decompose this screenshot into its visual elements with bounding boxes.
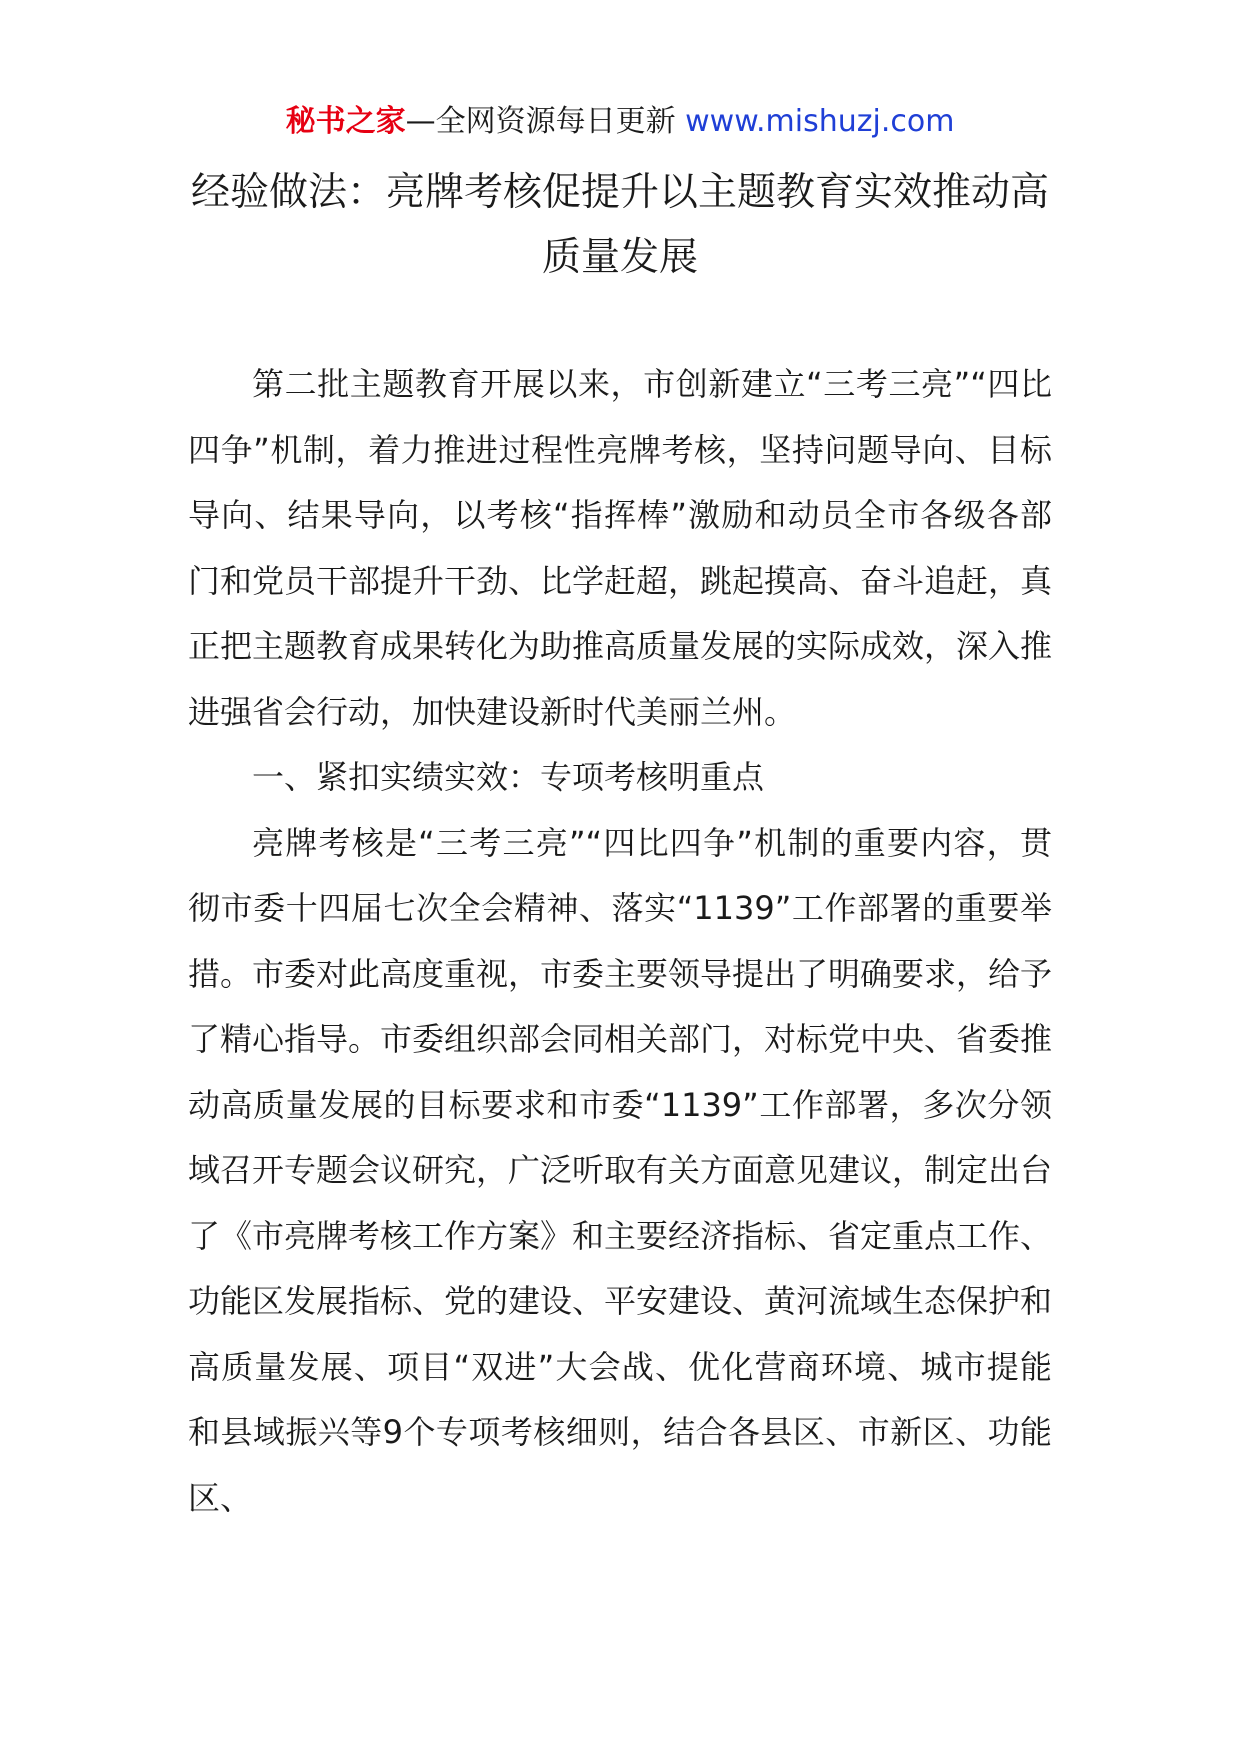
site-url-link[interactable]: www.mishuzj.com [685, 104, 955, 139]
intro-paragraph: 第二批主题教育开展以来，市创新建立“三考三亮”“四比四争”机制，着力推进过程性亮牌考核，坚持问题导向、目标导向、结果导向，以考核“指挥棒”激励和动员全市各级各部门和党员干部提升干劲、比学赶超，跳起摸高、奋斗追赶，真正把主题教育成果转化为助推高质量发展的实际成效，深入推进强省会行动，加快建设新时代美丽兰州。 [188, 365, 1053, 731]
document-title: 经验做法：亮牌考核促提升以主题教育实效推动高质量发展 [190, 170, 1049, 280]
section-heading: 一、紧扣实绩实效：专项考核明重点 [252, 758, 765, 796]
section-paragraph: 亮牌考核是“三考三亮”“四比四争”机制的重要内容，贯彻市委十四届七次全会精神、落实“1139”工作部署的重要举措。市委对此高度重视，市委主要领导提出了明确要求，给予了精心指导。市委组织部会同相关部门，对标党中央、省委推动高质量发展的目标要求和市委“1139”工作部署，多次分领域召开专题会议研究，广泛听取有关方面意见建议，制定出台了《市亮牌考核工作方案》和主要经济指标、省定重点工作、功能区发展指标、党的建设、平安建设、黄河流域生态保护和高质量发展、项目“双进”大会战、优化营商环境、城市提能和县域振兴等9个专项考核细则，结合各县区、市新区、功能区、 [188, 823, 1053, 1517]
brand-name: 秘书之家 [285, 104, 406, 139]
site-header [0, 102, 1240, 142]
document-body [188, 352, 1052, 1531]
header-tagline: —全网资源每日更新 [405, 104, 686, 139]
